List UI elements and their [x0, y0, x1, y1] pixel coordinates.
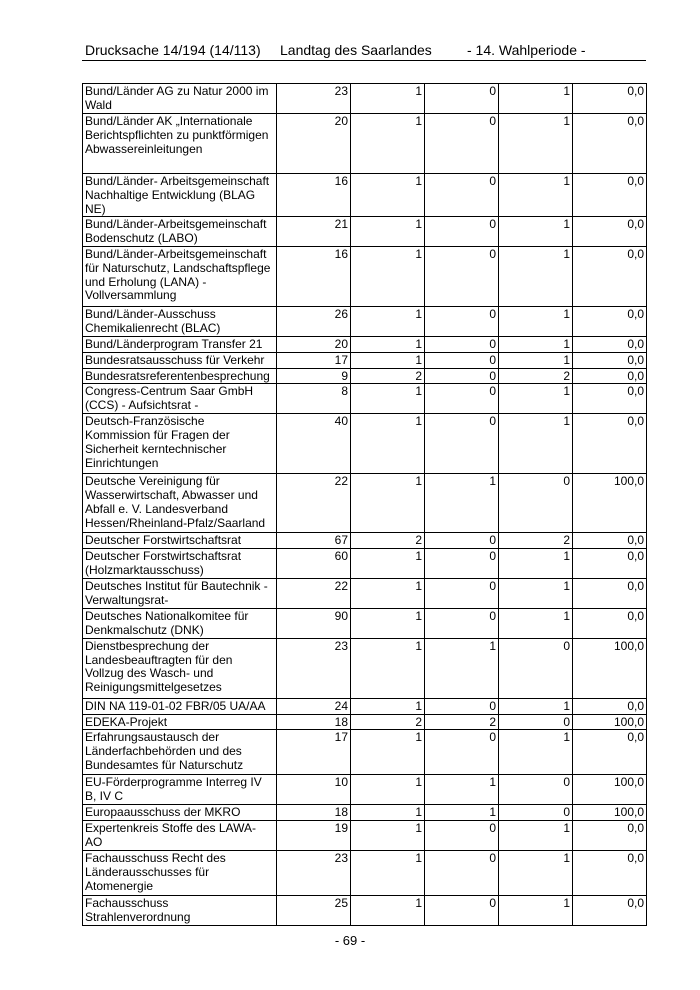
value-cell-col1: 26	[277, 306, 351, 336]
value-cell-col5: 0,0	[573, 306, 647, 336]
value-cell-col4: 1	[499, 114, 573, 174]
value-cell-col4: 1	[499, 821, 573, 851]
value-cell-col4: 1	[499, 352, 573, 368]
value-cell-col4: 1	[499, 246, 573, 306]
value-cell-col2: 1	[351, 114, 425, 174]
legislative-period: - 14. Wahlperiode -	[467, 42, 586, 58]
table-row	[83, 306, 647, 336]
value-cell-col4: 1	[499, 84, 573, 114]
value-cell-col5: 100,0	[573, 805, 647, 821]
value-cell-col4: 0	[499, 474, 573, 533]
value-cell-col1: 90	[277, 608, 351, 638]
value-cell-col3: 1	[425, 474, 499, 533]
value-cell-col2: 1	[351, 549, 425, 579]
value-cell-col1: 18	[277, 805, 351, 821]
value-cell-col1: 23	[277, 851, 351, 896]
committee-name-cell: Bund/Länder-Ausschuss Chemikalienrecht (BLAC)	[83, 306, 277, 336]
committee-name-cell: Fachausschuss Strahlenverordnung	[83, 896, 277, 926]
table-row	[83, 368, 647, 384]
value-cell-col2: 1	[351, 306, 425, 336]
value-cell-col2: 1	[351, 384, 425, 414]
committee-name-cell: Deutscher Forstwirtschaftsrat	[83, 533, 277, 549]
table-row	[83, 608, 647, 638]
committee-name-cell: Europaausschuss der MKRO	[83, 805, 277, 821]
value-cell-col2: 1	[351, 352, 425, 368]
committee-name-cell: Bund/Länder-Arbeitsgemeinschaft für Naturschutz, Landschaftspflege und Erholung (LANA) - Vollversammlung	[83, 246, 277, 306]
value-cell-col1: 21	[277, 217, 351, 247]
value-cell-col4: 1	[499, 896, 573, 926]
value-cell-col3: 0	[425, 84, 499, 114]
value-cell-col1: 17	[277, 352, 351, 368]
value-cell-col4: 2	[499, 368, 573, 384]
value-cell-col2: 1	[351, 730, 425, 775]
value-cell-col5: 0,0	[573, 549, 647, 579]
value-cell-col5: 0,0	[573, 608, 647, 638]
value-cell-col5: 0,0	[573, 414, 647, 474]
value-cell-col3: 0	[425, 821, 499, 851]
value-cell-col3: 1	[425, 638, 499, 698]
value-cell-col3: 2	[425, 714, 499, 730]
value-cell-col3: 0	[425, 384, 499, 414]
value-cell-col2: 2	[351, 368, 425, 384]
value-cell-col1: 16	[277, 174, 351, 217]
value-cell-col4: 0	[499, 775, 573, 805]
value-cell-col5: 0,0	[573, 851, 647, 896]
value-cell-col4: 1	[499, 306, 573, 336]
committee-name-cell: Erfahrungsaustausch der Länderfachbehörden und des Bundesamtes für Naturschutz	[83, 730, 277, 775]
committee-name-cell: Dienstbesprechung der Landesbeauftragten für den Vollzug des Wasch- und Reinigungsmittelgesetzes	[83, 638, 277, 698]
value-cell-col3: 0	[425, 174, 499, 217]
value-cell-col2: 1	[351, 851, 425, 896]
value-cell-col5: 100,0	[573, 638, 647, 698]
value-cell-col4: 1	[499, 579, 573, 609]
value-cell-col1: 8	[277, 384, 351, 414]
committee-name-cell: DIN NA 119-01-02 FBR/05 UA/AA	[83, 698, 277, 714]
value-cell-col5: 100,0	[573, 775, 647, 805]
value-cell-col4: 1	[499, 414, 573, 474]
value-cell-col3: 0	[425, 246, 499, 306]
table-row	[83, 414, 647, 474]
value-cell-col3: 0	[425, 608, 499, 638]
page-header	[82, 40, 646, 61]
value-cell-col4: 1	[499, 217, 573, 247]
value-cell-col1: 60	[277, 549, 351, 579]
table-row	[83, 114, 647, 174]
table-row	[83, 246, 647, 306]
value-cell-col4: 0	[499, 638, 573, 698]
table-row	[83, 84, 647, 114]
committee-name-cell: Bund/Länderprogram Transfer 21	[83, 336, 277, 352]
value-cell-col4: 1	[499, 608, 573, 638]
table-row	[83, 896, 647, 926]
committee-name-cell: Fachausschuss Recht des Länderausschusses für Atomenergie	[83, 851, 277, 896]
value-cell-col1: 17	[277, 730, 351, 775]
value-cell-col5: 0,0	[573, 368, 647, 384]
value-cell-col2: 1	[351, 608, 425, 638]
committee-name-cell: Deutsches Nationalkomitee für Denkmalschutz (DNK)	[83, 608, 277, 638]
value-cell-col5: 100,0	[573, 714, 647, 730]
value-cell-col4: 1	[499, 384, 573, 414]
value-cell-col3: 0	[425, 533, 499, 549]
value-cell-col2: 1	[351, 474, 425, 533]
document-number: Drucksache 14/194 (14/113)	[85, 42, 261, 58]
committee-name-cell: Bundesratsreferentenbesprechung	[83, 368, 277, 384]
value-cell-col2: 1	[351, 638, 425, 698]
value-cell-col2: 1	[351, 84, 425, 114]
value-cell-col1: 20	[277, 336, 351, 352]
value-cell-col1: 16	[277, 246, 351, 306]
value-cell-col1: 22	[277, 579, 351, 609]
value-cell-col2: 1	[351, 698, 425, 714]
value-cell-col4: 1	[499, 336, 573, 352]
value-cell-col1: 23	[277, 638, 351, 698]
committee-name-cell: EDEKA-Projekt	[83, 714, 277, 730]
value-cell-col5: 0,0	[573, 730, 647, 775]
table-row	[83, 805, 647, 821]
value-cell-col5: 0,0	[573, 533, 647, 549]
value-cell-col2: 1	[351, 246, 425, 306]
committee-name-cell: Bund/Länder- Arbeitsgemeinschaft Nachhaltige Entwicklung (BLAG NE)	[83, 174, 277, 217]
committee-name-cell: Deutsch-Französische Kommission für Fragen der Sicherheit kerntechnischer Einrichtungen	[83, 414, 277, 474]
value-cell-col5: 0,0	[573, 896, 647, 926]
table-row	[83, 698, 647, 714]
value-cell-col4: 0	[499, 805, 573, 821]
value-cell-col5: 0,0	[573, 698, 647, 714]
table-row	[83, 336, 647, 352]
page-number: - 69 -	[334, 933, 366, 948]
value-cell-col1: 25	[277, 896, 351, 926]
value-cell-col4: 1	[499, 851, 573, 896]
value-cell-col1: 10	[277, 775, 351, 805]
committee-name-cell: Expertenkreis Stoffe des LAWA-AO	[83, 821, 277, 851]
value-cell-col1: 23	[277, 84, 351, 114]
value-cell-col2: 1	[351, 217, 425, 247]
value-cell-col5: 0,0	[573, 114, 647, 174]
value-cell-col5: 0,0	[573, 384, 647, 414]
table-row	[83, 217, 647, 247]
table-row	[83, 174, 647, 217]
value-cell-col4: 1	[499, 549, 573, 579]
value-cell-col3: 1	[425, 775, 499, 805]
committee-name-cell: Bund/Länder AG zu Natur 2000 im Wald	[83, 84, 277, 114]
value-cell-col3: 0	[425, 336, 499, 352]
value-cell-col1: 24	[277, 698, 351, 714]
value-cell-col3: 0	[425, 352, 499, 368]
table-row	[83, 851, 647, 896]
value-cell-col5: 0,0	[573, 336, 647, 352]
value-cell-col5: 100,0	[573, 474, 647, 533]
table-row	[83, 638, 647, 698]
committee-name-cell: Deutsches Institut für Bautechnik - Verwaltungsrat-	[83, 579, 277, 609]
committee-name-cell: Bund/Länder-Arbeitsgemeinschaft Bodenschutz (LABO)	[83, 217, 277, 247]
value-cell-col2: 2	[351, 533, 425, 549]
value-cell-col5: 0,0	[573, 174, 647, 217]
value-cell-col3: 0	[425, 414, 499, 474]
value-cell-col2: 1	[351, 821, 425, 851]
value-cell-col3: 0	[425, 368, 499, 384]
value-cell-col3: 0	[425, 896, 499, 926]
value-cell-col3: 0	[425, 217, 499, 247]
value-cell-col2: 1	[351, 805, 425, 821]
committee-name-cell: Deutscher Forstwirtschaftsrat (Holzmarktausschuss)	[83, 549, 277, 579]
value-cell-col1: 9	[277, 368, 351, 384]
committee-name-cell: Bund/Länder AK „Internationale Berichtspflichten zu punktförmigen Abwassereinleitungen	[83, 114, 277, 174]
committee-name-cell: Deutsche Vereinigung für Wasserwirtschaft, Abwasser und Abfall e. V. Landesverband Hessen/Rheinland-Pfalz/Saarland	[83, 474, 277, 533]
table-row	[83, 579, 647, 609]
value-cell-col2: 1	[351, 775, 425, 805]
value-cell-col3: 0	[425, 306, 499, 336]
committee-name-cell: EU-Förderprogramme Interreg IV B, IV C	[83, 775, 277, 805]
table-row	[83, 474, 647, 533]
value-cell-col2: 1	[351, 336, 425, 352]
value-cell-col5: 0,0	[573, 84, 647, 114]
value-cell-col3: 0	[425, 730, 499, 775]
value-cell-col1: 19	[277, 821, 351, 851]
table-row	[83, 384, 647, 414]
value-cell-col1: 67	[277, 533, 351, 549]
table-row	[83, 352, 647, 368]
value-cell-col4: 0	[499, 714, 573, 730]
value-cell-col4: 1	[499, 730, 573, 775]
value-cell-col1: 20	[277, 114, 351, 174]
parliament-name: Landtag des Saarlandes	[280, 42, 432, 58]
value-cell-col5: 0,0	[573, 246, 647, 306]
value-cell-col5: 0,0	[573, 821, 647, 851]
value-cell-col2: 2	[351, 714, 425, 730]
table-row	[83, 730, 647, 775]
table-row	[83, 821, 647, 851]
value-cell-col1: 22	[277, 474, 351, 533]
value-cell-col2: 1	[351, 896, 425, 926]
value-cell-col3: 0	[425, 698, 499, 714]
table-row	[83, 714, 647, 730]
table-row	[83, 533, 647, 549]
value-cell-col5: 0,0	[573, 579, 647, 609]
table-row	[83, 775, 647, 805]
value-cell-col4: 1	[499, 174, 573, 217]
committee-table	[82, 83, 647, 926]
value-cell-col1: 40	[277, 414, 351, 474]
value-cell-col5: 0,0	[573, 352, 647, 368]
value-cell-col3: 0	[425, 114, 499, 174]
value-cell-col2: 1	[351, 414, 425, 474]
value-cell-col3: 1	[425, 805, 499, 821]
table-row	[83, 549, 647, 579]
value-cell-col2: 1	[351, 579, 425, 609]
committee-name-cell: Congress-Centrum Saar GmbH (CCS) - Aufsichtsrat -	[83, 384, 277, 414]
value-cell-col3: 0	[425, 579, 499, 609]
value-cell-col3: 0	[425, 549, 499, 579]
value-cell-col4: 1	[499, 698, 573, 714]
value-cell-col2: 1	[351, 174, 425, 217]
value-cell-col1: 18	[277, 714, 351, 730]
value-cell-col3: 0	[425, 851, 499, 896]
value-cell-col5: 0,0	[573, 217, 647, 247]
value-cell-col4: 2	[499, 533, 573, 549]
committee-name-cell: Bundesratsausschuss für Verkehr	[83, 352, 277, 368]
